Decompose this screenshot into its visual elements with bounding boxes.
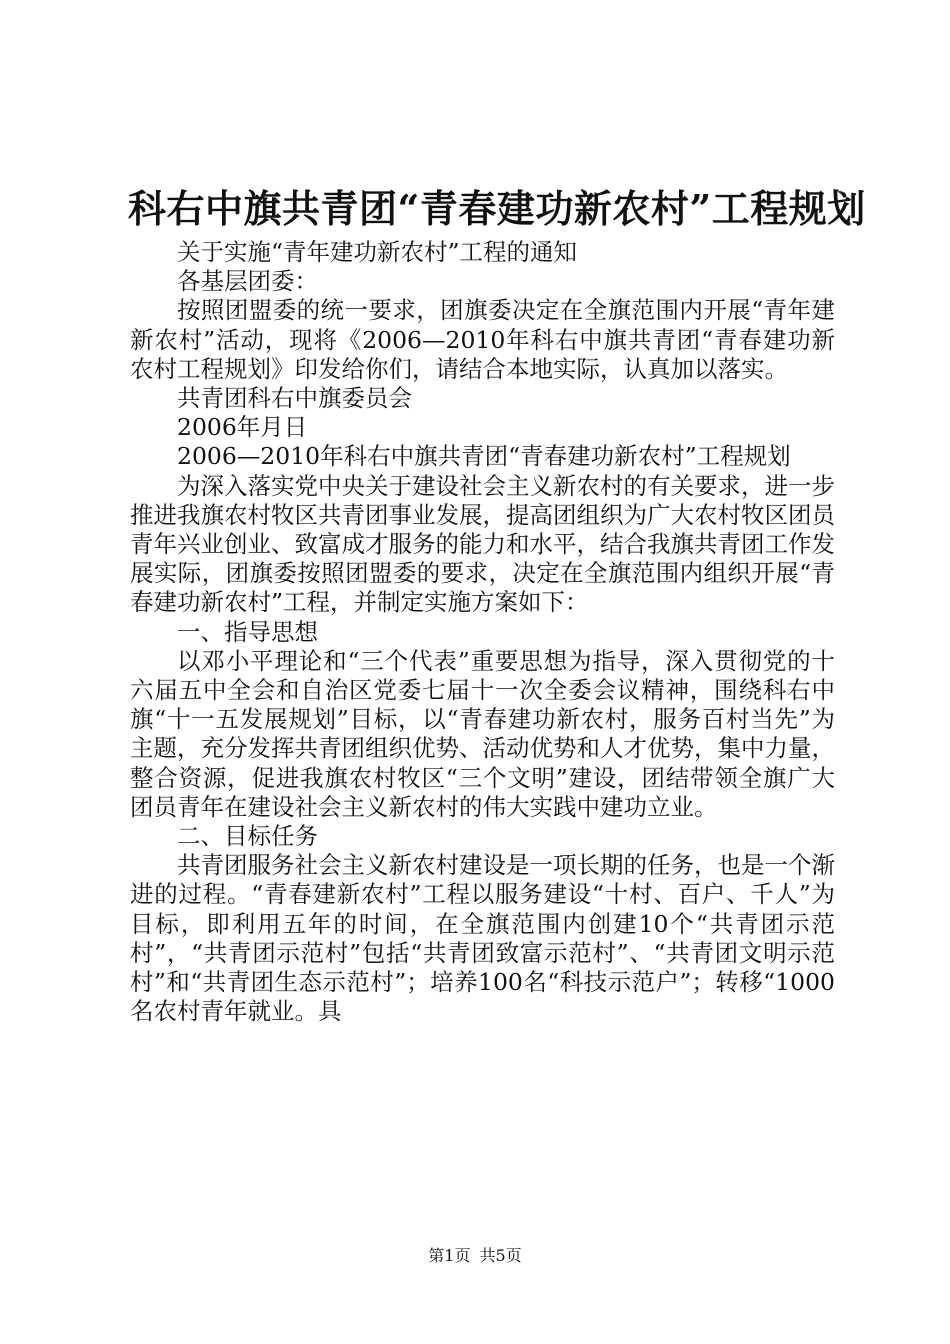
- total-pages: 共5页: [479, 1246, 522, 1265]
- salutation: 各基层团委：: [177, 267, 318, 296]
- document-title: 科右中旗共青团“青春建功新农村”工程规划: [128, 186, 866, 231]
- page-footer: [0, 1246, 950, 1266]
- plan-heading: 2006—2010年科右中旗共青团“青春建功新农村”工程规划: [177, 442, 791, 471]
- issuer-name: 共青团科右中旗委员会: [177, 384, 412, 413]
- notice-heading: 关于实施“青年建功新农村”工程的通知: [177, 238, 578, 266]
- page-number: 第1页: [428, 1246, 471, 1265]
- notice-paragraph: 按照团盟委的统一要求，团旗委决定在全旗范围内开展“青年建新农村”活动，现将《2006—2010年科右中旗共青团“青春建功新农村工程规划》印发给你们，请结合本地实际，认真加以落实。: [130, 296, 835, 383]
- section-heading-goals: 二、目标任务: [177, 822, 318, 851]
- document-body: [130, 238, 835, 1026]
- issue-date: 2006年月日: [177, 413, 308, 442]
- guiding-ideology-paragraph: 以邓小平理论和“三个代表”重要思想为指导，深入贯彻党的十六届五中全会和自治区党委七届十一次全委会议精神，围绕科右中旗“十一五发展规划”目标，以“青春建功新农村，服务百村当先”为主题，充分发挥共青团组织优势、活动优势和人才优势，集中力量，整合资源，促进我旗农村牧区“三个文明”建设，团结带领全旗广大团员青年在建设社会主义新农村的伟大实践中建功立业。: [130, 646, 835, 821]
- intro-paragraph: 为深入落实党中央关于建设社会主义新农村的有关要求，进一步推进我旗农村牧区共青团事业发展，提高团组织为广大农村牧区团员青年兴业创业、致富成才服务的能力和水平，结合我旗共青团工作发展实际，团旗委按照团盟委的要求，决定在全旗范围内组织开展“青春建功新农村”工程，并制定实施方案如下：: [130, 471, 835, 617]
- goals-paragraph: 共青团服务社会主义新农村建设是一项长期的任务，也是一个渐进的过程。“青春建新农村”工程以服务建设“十村、百户、千人”为目标，即利用五年的时间，在全旗范围内创建10个“共青团示范村”，“共青团示范村”包括“共青团致富示范村”、“共青团文明示范村”和“共青团生态示范村”；培养100名“科技示范户”；转移“1000名农村青年就业。具: [130, 851, 835, 1026]
- section-heading-guiding-ideology: 一、指导思想: [177, 617, 318, 646]
